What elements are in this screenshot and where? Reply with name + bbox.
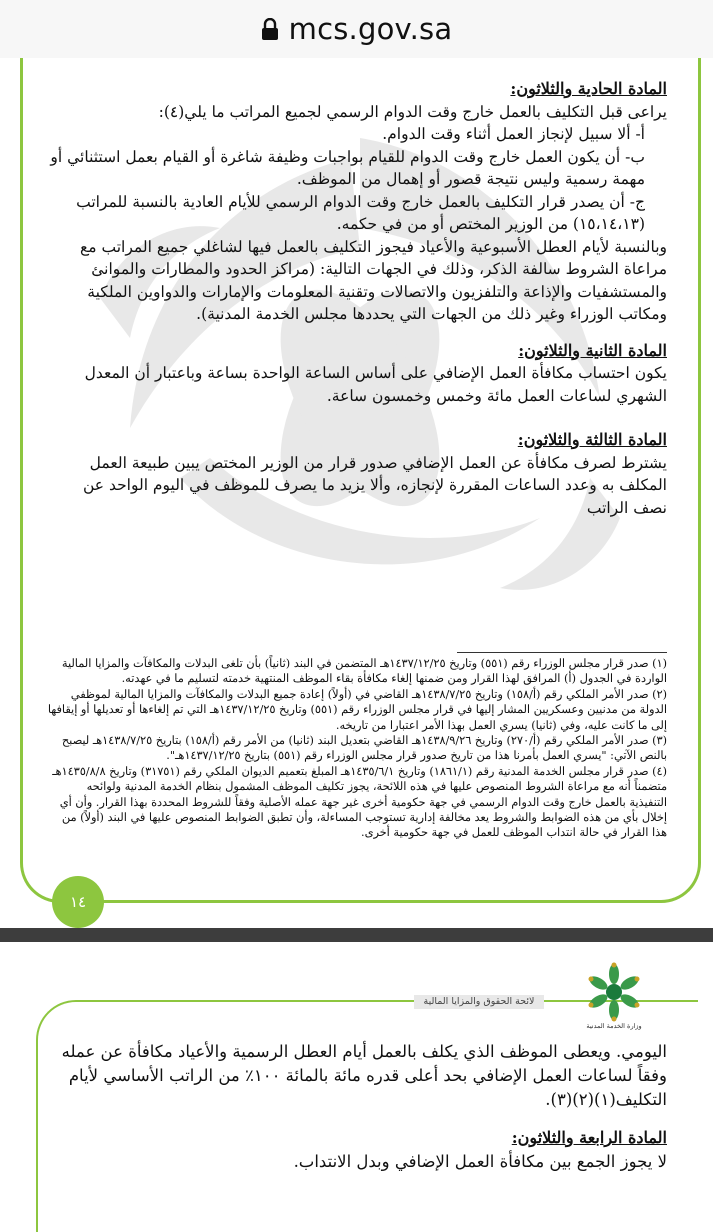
document-page-15 <box>0 942 713 1200</box>
article-31-item-c: ج- أن يصدر قرار التكليف بالعمل خارج وقت الدوام الرسمي للأيام العادية بالنسبة للمراتب (١٥،١٤،١٣) من الوزير المختص أو من في حكمه. <box>76 192 645 233</box>
article-33-title: المادة الثالثة والثلاثون: <box>517 430 667 449</box>
document-page-14 <box>0 58 713 928</box>
footnote-3: (٣) صدر الأمر الملكي رقم (أ/٢٧٠) وتاريخ ١٤٣٨/٩/٢٦هـ القاضي بتعديل البند (ثانيا) من الأمر رقم (أ/١٥٨) بتاريخ ١٤٣٨/٧/٢٥هـ ليصبح بالنص الآتي: "يسري العمل بأمرنا هذا من تاريخ صدور قرار مجلس الوزراء رقم (٥٥١) بتاريخ ١٤٣٧/١٢/٢٥هـ". <box>61 734 667 763</box>
lock-icon <box>261 18 279 40</box>
page-separator <box>0 928 713 942</box>
browser-address-bar[interactable] <box>0 0 713 58</box>
url-text[interactable]: mcs.gov.sa <box>288 12 453 46</box>
footnote-2: (٢) صدر الأمر الملكي رقم (أ/١٥٨) وتاريخ ١٤٣٨/٧/٢٥هـ القاضي في (أولاً) إعادة جميع البدلات والمكافآت والمزايا المالية لموظفي الدولة من مدنيين وعسكريين المشار إليها في قرار مجلس الوزراء رقم (٥٥١) وتاريخ ١٤٣٧/١٢/٢٥هـ التي تم إلغاءها أو تعديلها أو إيقافها إلى ما كانت عليه، وفي (ثانيا) يسري العمل بهذا الأمر اعتبارا من تاريخه. <box>47 687 667 732</box>
article-33-body: يشترط لصرف مكافأة عن العمل الإضافي صدور قرار من الوزير المختص يبين طبيعة العمل المكلف به وعدد الساعات المقررة لإنجازه، وألا يزيد ما يصرف للموظف في اليوم الواحد عن نصف الراتب <box>82 453 667 517</box>
footnotes <box>46 656 667 841</box>
footnote-4: (٤) صدر قرار مجلس الخدمة المدنية رقم (١٨٦١/١) وتاريخ ١٤٣٥/٦/١هـ المبلغ بتعميم الديوان الملكي رقم (٣١٧٥١) وتاريخ ١٤٣٥/٨/٨هـ متضمناً أنه مع مراعاة الشروط المنصوص عليها في هذه اللائحة، يجوز تكليف الموظف المشمول بنظام الخدمة المدنية ولوائحه التنفيذية بالعمل خارج وقت الدوام الرسمي في جهة حكومية أخرى غير جهة عمله الأصلية وفقاً للشروط المحددة بهذا القرار. وأن أي إخلال بأي من هذه الضوابط والشروط يعد مخالفة إدارية تستوجب المساءلة، وأن تطبق الضوابط المنصوص عليها في البند (أولاً) من هذا القرار في حالة انتداب الموظف للعمل في جهة حكومية أخرى. <box>52 764 667 840</box>
page-body <box>46 78 667 519</box>
footnote-divider <box>457 652 667 653</box>
article-31-closing: وبالنسبة لأيام العطل الأسبوعية والأعياد فيجوز التكليف بالعمل فيها لشاغلي جميع المراتب مع مراعاة الشروط سالفة الذكر، وذلك في الجهات التالية: (مراكز الحدود والمطارات والموانئ والمستشفيات والإذاعة والتلفزيون والاتصالات وتقنية المعلومات والإمارات والدواوين الملكية ومكاتب الوزراء وغير ذلك من الجهات التي يحددها مجلس الخدمة المدنية). <box>80 237 667 323</box>
logo-caption: وزارة الخدمة المدنية <box>586 1022 642 1030</box>
page-body <box>46 1040 667 1174</box>
document-header-label: لائحة الحقوق والمزايا المالية <box>414 995 544 1009</box>
footnote-1: (١) صدر قرار مجلس الوزراء رقم (٥٥١) وتاريخ ١٤٣٧/١٢/٢٥هـ المتضمن في البند (ثانياً) بأن تلغى البدلات والمكافآت والمزايا المالية الواردة في الجدول (أ) المرافق لهذا القرار ومن ضمنها إلغاء مكافأة بقاء الموظف المنتهية خدمته لتسليم ما في عهدته. <box>61 657 667 686</box>
article-34-title: المادة الرابعة والثلاثون: <box>511 1128 667 1147</box>
article-31-item-a: أ- ألا سبيل لإنجاز العمل أثناء وقت الدوام. <box>382 125 645 143</box>
article-34-body: لا يجوز الجمع بين مكافأة العمل الإضافي وبدل الانتداب. <box>293 1152 667 1171</box>
article-32-title: المادة الثانية والثلاثون: <box>518 340 667 360</box>
ministry-logo-icon <box>575 962 653 1026</box>
article-31-intro: يراعى قبل التكليف بالعمل خارج وقت الدوام الرسمي لجميع المراتب ما يلي(٤): <box>158 102 667 121</box>
page-number: ١٤ <box>52 876 104 928</box>
article-31-title: المادة الحادية والثلاثون: <box>510 79 667 98</box>
article-32-body: يكون احتساب مكافأة العمل الإضافي على أساس الساعة الواحدة بساعة وباعتبار أن المعدل الشهري لساعات العمل مائة وخمس وخمسون ساعة. <box>84 364 667 405</box>
article-31-item-b: ب- أن يكون العمل خارج وقت الدوام للقيام بواجبات وظيفة شاغرة أو القيام بعمل استثنائي أو مهمة رسمية وليس نتيجة قصور أو إهمال من الموظف. <box>50 147 645 188</box>
article-33-continuation: اليومي. ويعطى الموظف الذي يكلف بالعمل أيام العطل الرسمية والأعياد مكافأة عن عمله وفقاً لساعات العمل الإضافي بحد أعلى قدره مائة بالمائة ١٠٠٪ من الراتب الأساسي لأيام التكليف(١)(٢)(٣). <box>61 1042 667 1109</box>
